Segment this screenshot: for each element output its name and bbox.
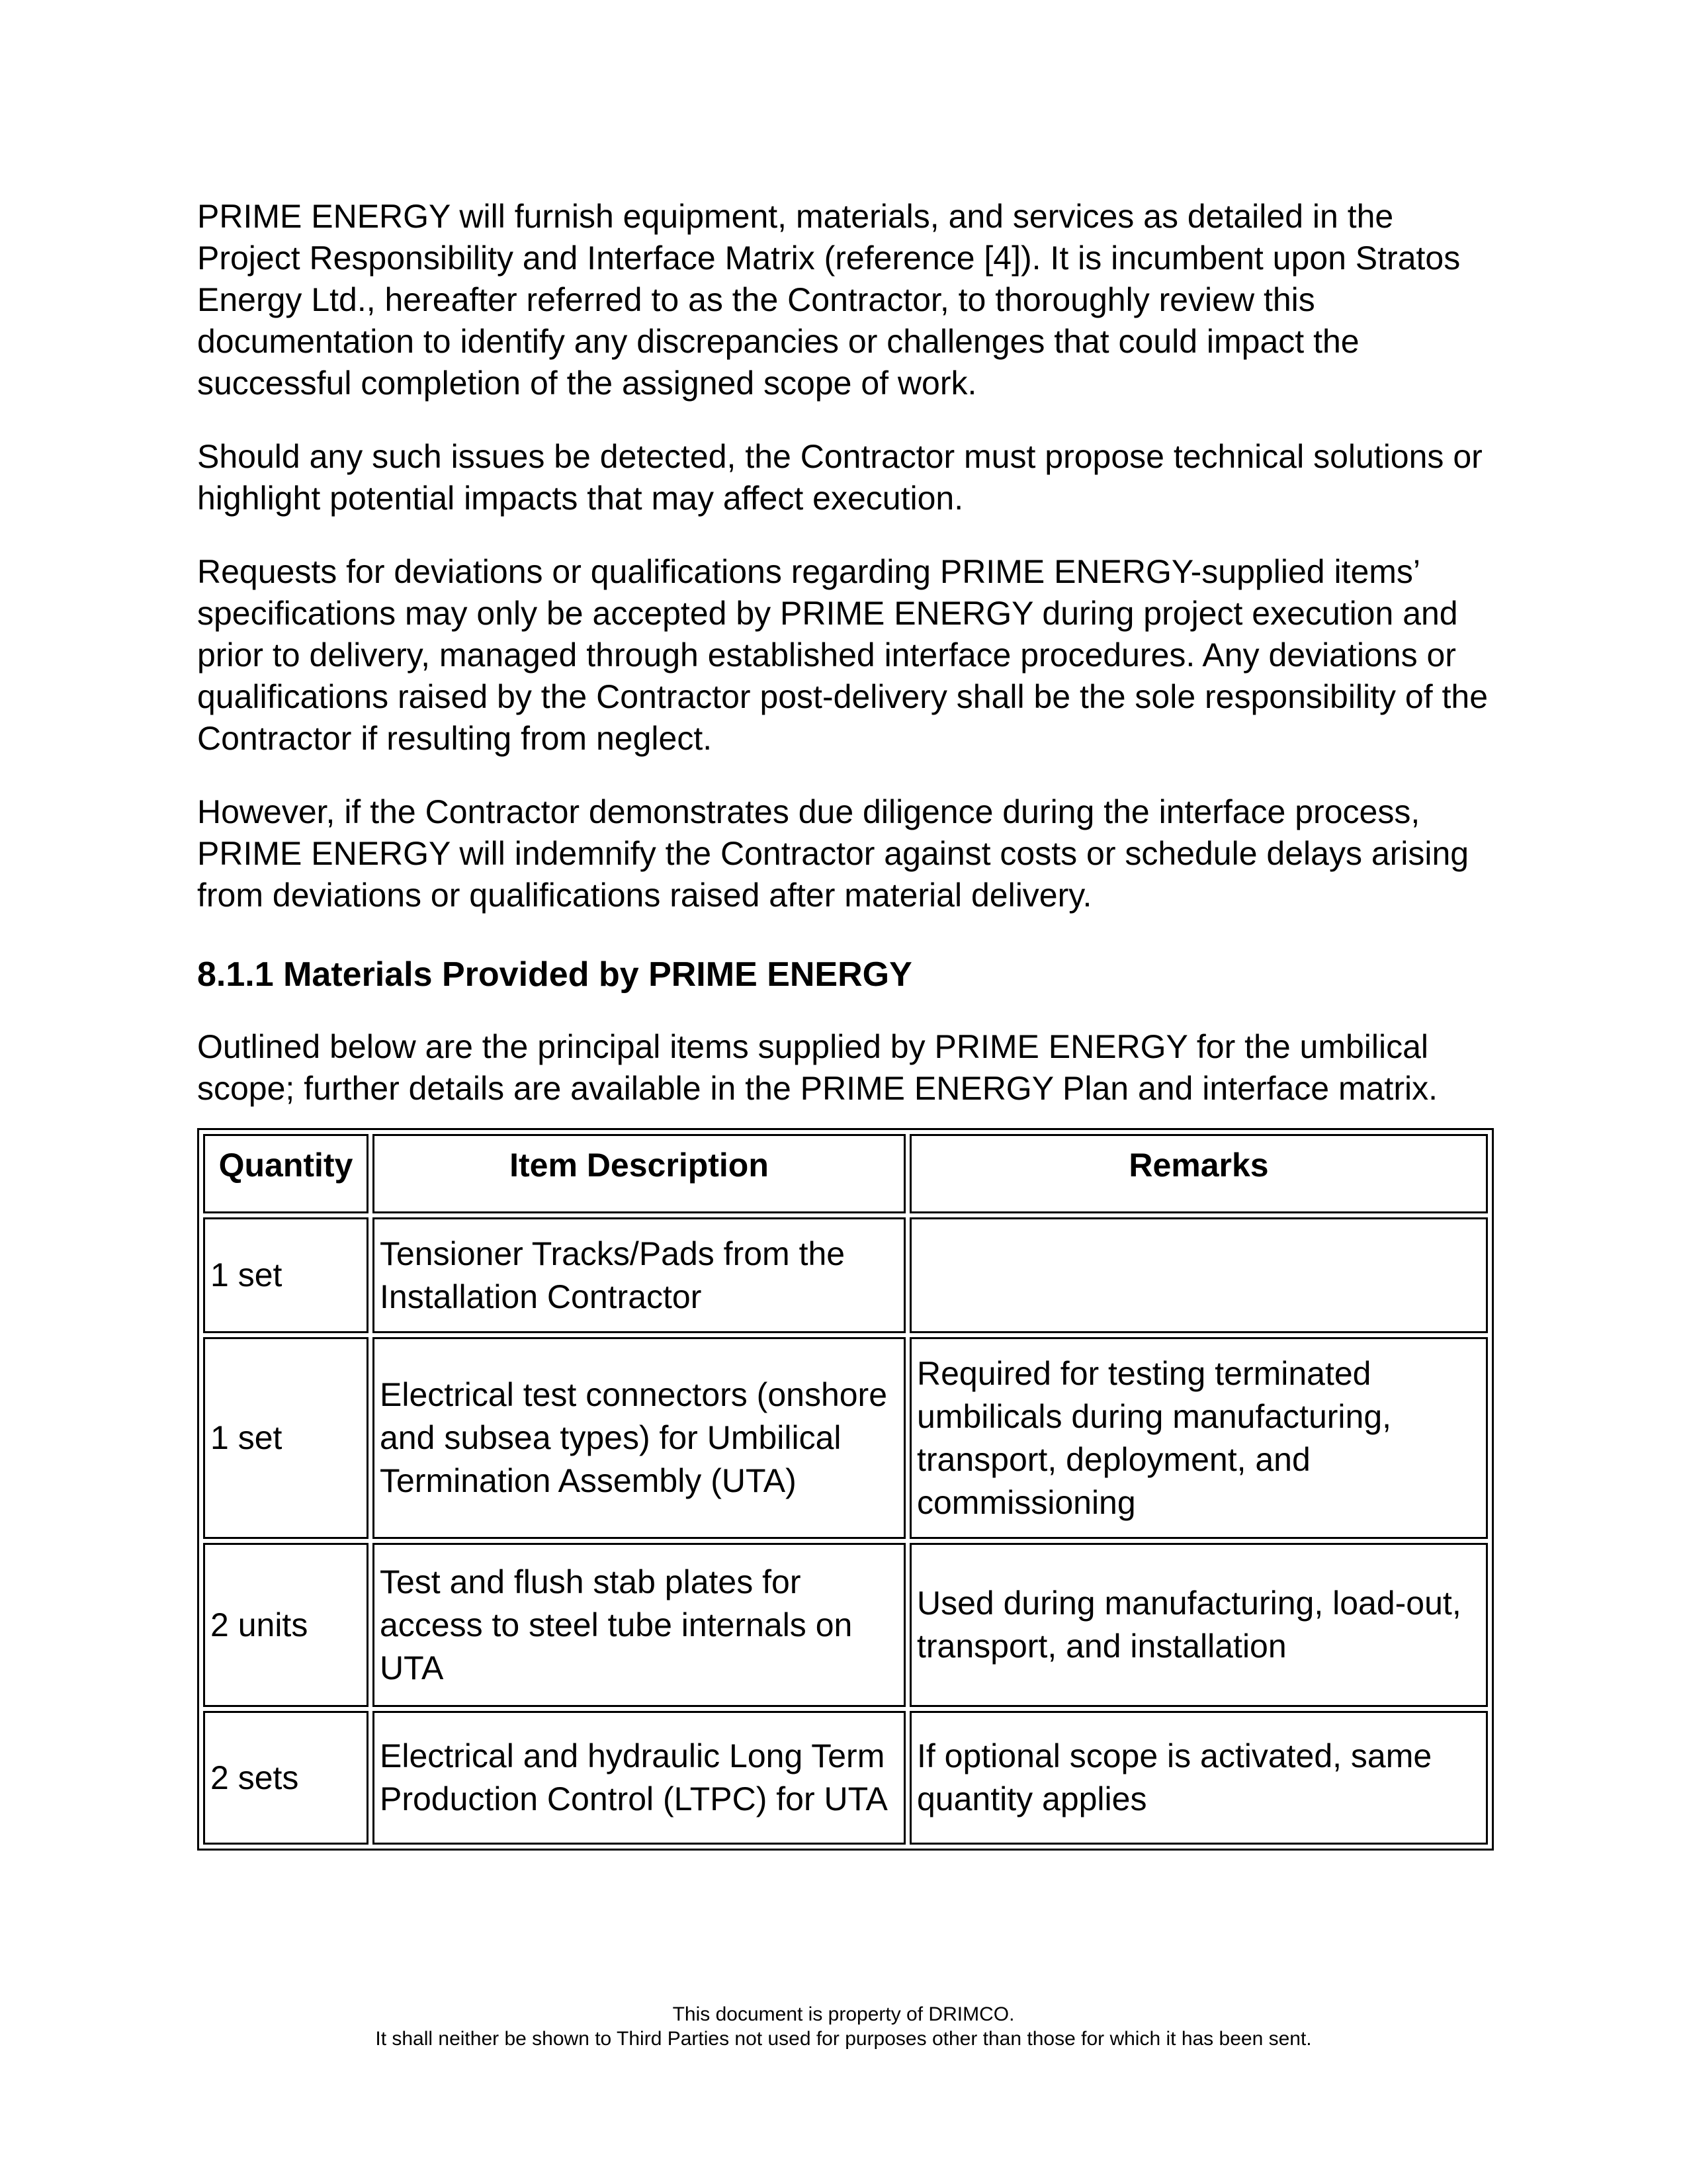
page-footer <box>0 2002 1687 2051</box>
cell-description: Test and flush stab plates for access to steel tube internals on UTA <box>372 1543 906 1707</box>
table-row <box>203 1217 1488 1333</box>
footer-line-2: It shall neither be shown to Third Parties not used for purposes other than those for which it has been sent. <box>375 2028 1312 2050</box>
cell-quantity: 2 sets <box>203 1711 368 1845</box>
cell-remarks: If optional scope is activated, same quantity applies <box>910 1711 1488 1845</box>
cell-remarks: Used during manufacturing, load-out, transport, and installation <box>910 1543 1488 1707</box>
paragraph-1: PRIME ENERGY will furnish equipment, materials, and services as detailed in the Project Responsibility and Interface Matrix (reference [4]). It is incumbent upon Stratos Energy Ltd., hereafter referred to as the Contractor, to thoroughly review this documentation to identify any discrepancies or challenges that could impact the successful completion of the assigned scope of work. <box>197 198 1461 402</box>
paragraph-3: Requests for deviations or qualifications regarding PRIME ENERGY-supplied items’ specifications may only be accepted by PRIME ENERGY during project execution and prior to delivery, managed through established interface procedures. Any deviations or qualifications raised by the Contractor post-delivery shall be the sole responsibility of the Contractor if resulting from neglect. <box>197 553 1489 757</box>
paragraph-4: However, if the Contractor demonstrates due diligence during the interface process, PRIME ENERGY will indemnify the Contractor against costs or schedule delays arising from deviations or qualifications raised after material delivery. <box>197 793 1469 914</box>
footer-line-1: This document is property of DRIMCO. <box>672 2003 1015 2025</box>
table-header-row <box>203 1134 1488 1213</box>
table-row <box>203 1711 1488 1845</box>
page-content <box>197 196 1494 1851</box>
table-row <box>203 1543 1488 1707</box>
header-quantity: Quantity <box>203 1134 368 1213</box>
header-remarks: Remarks <box>910 1134 1488 1213</box>
cell-description: Electrical and hydraulic Long Term Production Control (LTPC) for UTA <box>372 1711 906 1845</box>
cell-description: Electrical test connectors (onshore and subsea types) for Umbilical Termination Assembly (UTA) <box>372 1337 906 1539</box>
table-row <box>203 1337 1488 1539</box>
paragraph-2: Should any such issues be detected, the Contractor must propose technical solutions or highlight potential impacts that may affect execution. <box>197 438 1483 517</box>
cell-description: Tensioner Tracks/Pads from the Installation Contractor <box>372 1217 906 1333</box>
materials-table <box>197 1128 1494 1851</box>
cell-remarks <box>910 1217 1488 1333</box>
cell-quantity: 1 set <box>203 1217 368 1333</box>
cell-quantity: 1 set <box>203 1337 368 1539</box>
cell-remarks: Required for testing terminated umbilicals during manufacturing, transport, deployment, and commissioning <box>910 1337 1488 1539</box>
cell-quantity: 2 units <box>203 1543 368 1707</box>
header-item-description: Item Description <box>372 1134 906 1213</box>
table-intro-paragraph: Outlined below are the principal items supplied by PRIME ENERGY for the umbilical scope; further details are available in the PRIME ENERGY Plan and interface matrix. <box>197 1028 1438 1107</box>
section-heading: 8.1.1 Materials Provided by PRIME ENERGY <box>197 955 912 994</box>
